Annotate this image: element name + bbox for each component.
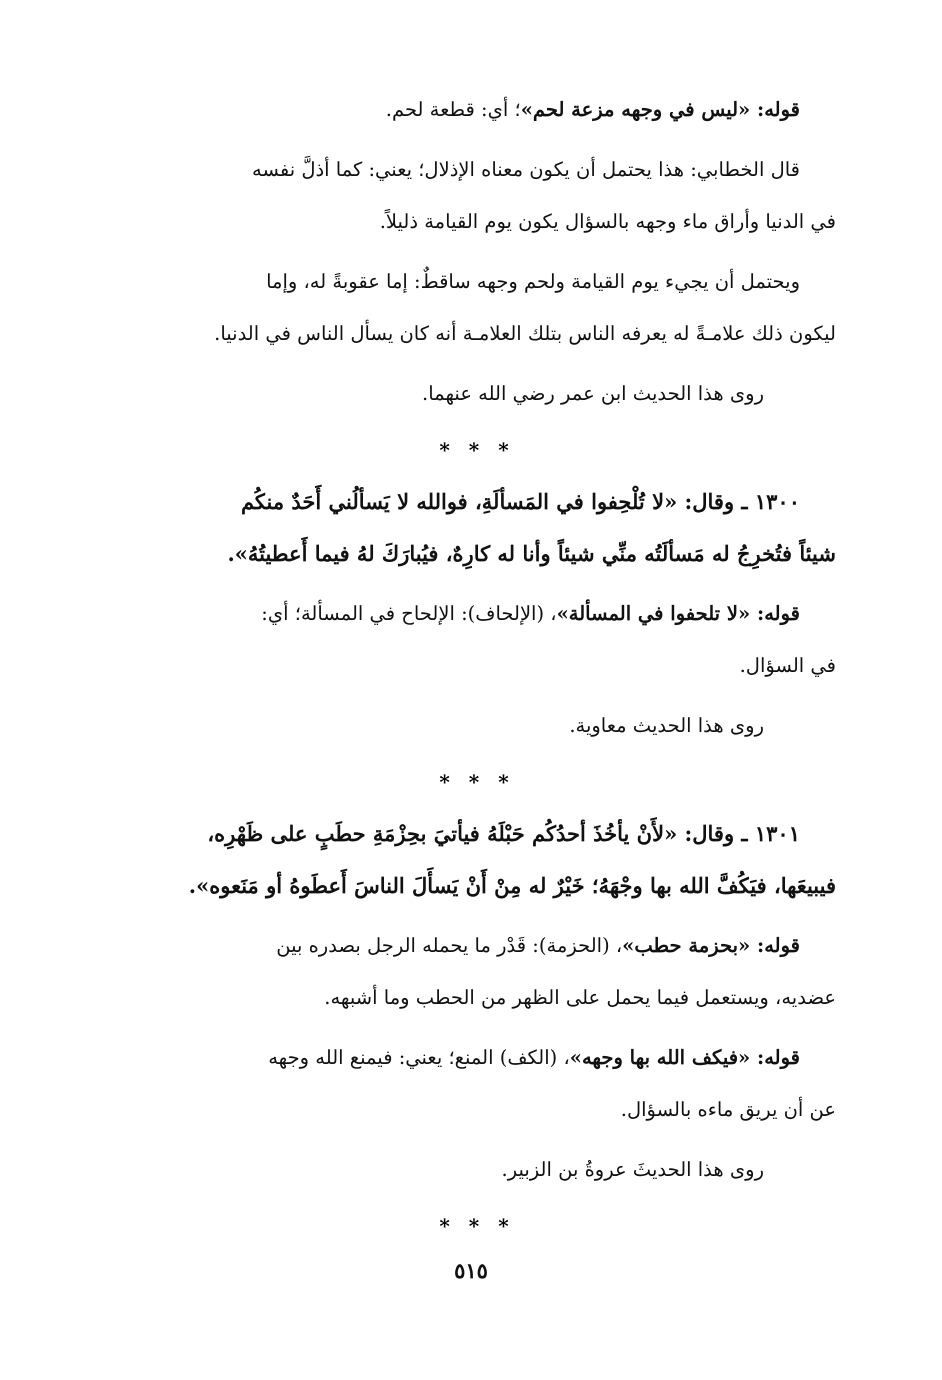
commentary-paragraph <box>118 920 836 1024</box>
hadith-line: ١٣٠٠ ـ وقال: «لا تُلْحِفوا في المَسألَةِ، فوالله لا يَسألُني أَحَدٌ منكُم <box>240 489 800 514</box>
hadith-line: ١٣٠١ ـ وقال: «لأَنْ يأخُذَ أحدُكُم حَبْلَهُ فيأتيَ بحِزْمَةِ حطَبٍ على ظَهْرِه، <box>207 821 800 846</box>
line-text: ، (الكف) المنع؛ يعني: فيمنع الله وجهه <box>268 1046 570 1069</box>
text-line: قال الخطابي: هذا يحتمل أن يكون معناه الإذلال؛ يعني: كما أذلَّ نفسه <box>251 158 800 181</box>
section-separator: * * * <box>439 770 515 794</box>
narrator-note <box>118 368 836 420</box>
text-line <box>118 1032 836 1084</box>
text-line <box>118 588 836 640</box>
text-line: ليكون ذلك علامـةً له يعرفه الناس بتلك العلامـة أنه كان يسأل الناس في الدنيا. <box>214 322 836 345</box>
hadith-text <box>118 808 836 912</box>
commentary-paragraph <box>118 144 836 248</box>
hadith-line: فيبيعَها، فيَكُفَّ الله بها وجْهَهُ؛ خَيْرٌ له مِنْ أَنْ يَسأَلَ الناسَ أَعطَوهُ أو مَنَعوه». <box>188 873 836 898</box>
text-line: روى هذا الحديث ابن عمر رضي الله عنهما. <box>422 382 764 405</box>
quoted-phrase: قوله: «لا تلحفوا في المسألة» <box>556 602 800 625</box>
narrator-note <box>118 700 836 752</box>
text-line: عضديه، ويستعمل فيما يحمل على الظهر من الحطب وما أشبهه. <box>324 986 836 1009</box>
text-line: عن أن يريق ماءه بالسؤال. <box>620 1098 836 1121</box>
page-body <box>118 84 836 1252</box>
section-separator: * * * <box>439 438 515 462</box>
text-line <box>118 920 836 972</box>
line-text: ؛ أي: قطعة لحم. <box>385 98 521 121</box>
commentary-paragraph <box>118 588 836 692</box>
text-line: في الدنيا وأراق ماء وجهه بالسؤال يكون يوم القيامة ذليلاً. <box>379 210 836 233</box>
commentary-paragraph <box>118 256 836 360</box>
quoted-phrase: قوله: «ليس في وجهه مزعة لحم» <box>520 98 800 121</box>
hadith-text <box>118 476 836 580</box>
text-line: روى هذا الحديث معاوية. <box>569 714 764 737</box>
text-line <box>118 84 836 136</box>
commentary-paragraph <box>118 84 836 136</box>
section-separator: * * * <box>439 1214 515 1238</box>
line-text: ، (الإلحاف): الإلحاح في المسألة؛ أي: <box>261 602 557 625</box>
text-line: روى هذا الحديثَ عروةُ بن الزبير. <box>501 1158 764 1181</box>
commentary-paragraph <box>118 1032 836 1136</box>
line-text: ، (الحزمة): قَدْر ما يحمله الرجل بصدره بين <box>276 934 623 957</box>
page-number: ٥١٥ <box>454 1258 488 1283</box>
narrator-note <box>118 1144 836 1196</box>
hadith-line: شيئاً فتُخرِجُ له مَسألَتُه منِّي شيئاً وأنا له كارِهٌ، فيُبارَكَ لهُ فيما أَعطيتُهُ». <box>227 541 836 566</box>
quoted-phrase: قوله: «بحزمة حطب» <box>622 934 800 957</box>
text-line: ويحتمل أن يجيء يوم القيامة ولحم وجهه ساقطٌ: إما عقوبةً له، وإما <box>266 270 800 293</box>
quoted-phrase: قوله: «فيكف الله بها وجهه» <box>569 1046 800 1069</box>
text-line: في السؤال. <box>739 654 836 677</box>
